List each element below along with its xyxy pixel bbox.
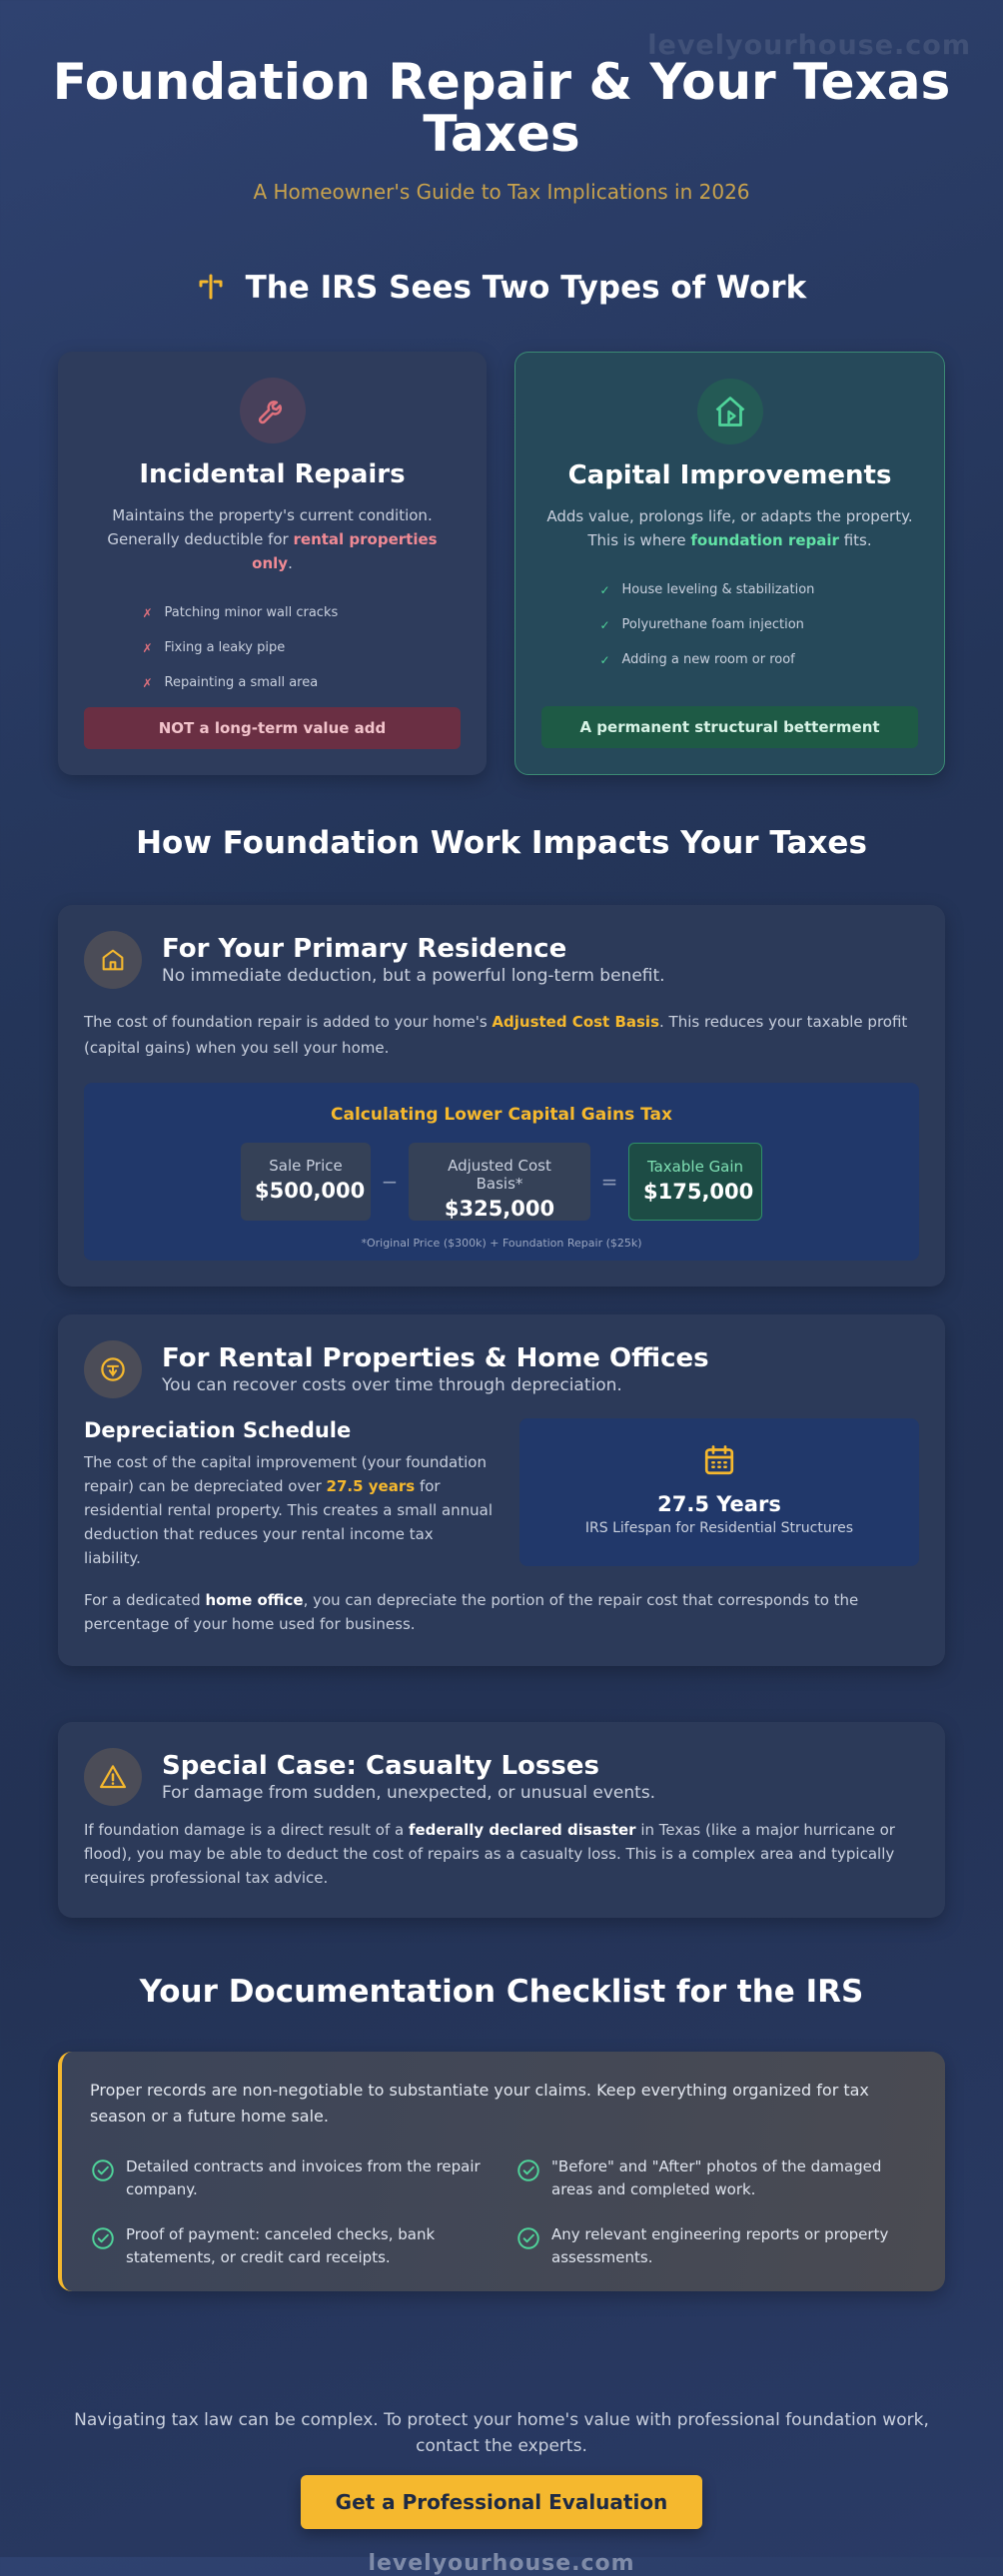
taxable-gain-value: $175,000: [643, 1180, 754, 1204]
home-office-text-end: , you can depreciate the portion of the repair cost that corresponds to the percentage of your home used for business.: [84, 1591, 859, 1633]
primary-residence-header: [58, 905, 945, 989]
watermark: levelyourhouse.com: [647, 30, 971, 61]
list-item-label: Adding a new room or roof: [621, 652, 795, 667]
scale-icon: [197, 270, 236, 306]
depreciation-text-block: [84, 1418, 494, 1570]
rental-title: For Rental Properties & Home Offices: [162, 1343, 709, 1373]
depreciation-body: [84, 1450, 494, 1570]
casualty-body-text-end: in Texas (like a major hurricane or flood), you may be able to deduct the cost of repairs as a casualty loss. This is a complex area and typically requires professional tax advice.: [84, 1821, 895, 1887]
primary-residence-panel: [58, 905, 945, 1287]
casualty-title: Special Case: Casualty Losses: [162, 1751, 599, 1781]
checklist-item: [515, 2155, 917, 2201]
primary-body-text-end: . This reduces your taxable profit (capital gains) when you sell your home.: [84, 1013, 908, 1057]
check-circle-icon: [515, 2157, 541, 2183]
check-circle-icon: [515, 2225, 541, 2251]
capital-improvements-desc-text: Adds value, prolongs life, or adapts the property. This is where: [546, 507, 913, 549]
primary-residence-body: [58, 1009, 945, 1061]
capital-gains-calculation: [84, 1083, 919, 1261]
improvements-examples-list: [600, 572, 860, 677]
page-subtitle: A Homeowner's Guide to Tax Implications in 2026: [253, 180, 750, 204]
casualty-body-text: If foundation damage is a direct result of a: [84, 1821, 409, 1839]
incidental-repairs-title: Incidental Repairs: [139, 459, 406, 489]
incidental-repairs-card: [58, 352, 487, 775]
repairs-examples-list: [143, 595, 403, 700]
check-mark-icon: ✓: [599, 617, 610, 632]
checklist-item: [90, 2155, 492, 2201]
repairs-banner: NOT a long-term value add: [84, 707, 461, 749]
primary-residence-head-text: [162, 931, 665, 986]
checklist-item: [90, 2223, 492, 2269]
casualty-losses-panel: [58, 1722, 945, 1918]
cost-basis-cell: [409, 1143, 590, 1221]
depreciation-section: [58, 1418, 945, 1570]
footer-brand: levelyourhouse.com: [368, 2551, 635, 2576]
documentation-checklist: [58, 2052, 945, 2291]
checklist-grid: [90, 2155, 917, 2269]
incidental-repairs-desc-text: Maintains the property's current condition. Generally deductible for: [107, 506, 433, 548]
footer-message: Navigating tax law can be complex. To protect your home's value with professional foundation work, contact the experts.: [74, 2410, 929, 2456]
primary-residence-title: For Your Primary Residence: [162, 934, 567, 964]
wrench-icon: [240, 378, 306, 443]
primary-body-text: The cost of foundation repair is added to your home's: [84, 1013, 493, 1031]
improvements-banner: A permanent structural betterment: [541, 706, 918, 748]
list-item-label: Polyurethane foam injection: [621, 617, 804, 632]
list-item-label: Fixing a leaky pipe: [164, 640, 286, 655]
checklist-item: [515, 2223, 917, 2269]
list-item: [600, 642, 860, 677]
check-circle-icon: [90, 2157, 116, 2183]
foundation-repair-highlight: foundation repair: [690, 531, 839, 549]
lifespan-label: IRS Lifespan for Residential Structures: [584, 1520, 854, 1536]
two-types-heading-text: The IRS Sees Two Types of Work: [245, 270, 807, 306]
casualty-head-text: [162, 1748, 655, 1803]
cost-basis-highlight: Adjusted Cost Basis: [492, 1013, 659, 1031]
rental-only-highlight: rental properties only: [252, 530, 438, 572]
work-types-row: [58, 352, 945, 775]
home-office-highlight: home office: [205, 1591, 304, 1609]
rental-head-text: [162, 1340, 709, 1395]
casualty-header: [58, 1722, 945, 1806]
house-arrow-icon: [697, 379, 763, 444]
list-item: [143, 665, 403, 700]
coin-icon: [84, 1340, 142, 1398]
cost-basis-label: Adjusted Cost Basis*: [448, 1157, 551, 1193]
years-highlight: 27.5 years: [326, 1477, 416, 1495]
sale-price-cell: [241, 1143, 371, 1221]
calendar-icon: [519, 1442, 919, 1482]
rental-properties-panel: [58, 1314, 945, 1666]
depreciation-body-text-end: for residential rental property. This creates a small annual deduction that reduces your rental income tax liability.: [84, 1477, 494, 1567]
x-mark-icon: ✗: [142, 605, 153, 620]
list-item-label: Patching minor wall cracks: [164, 605, 339, 620]
casualty-subtitle: For damage from sudden, unexpected, or unusual events.: [162, 1783, 656, 1803]
checklist-item-text: Proof of payment: canceled checks, bank statements, or credit card receipts.: [126, 2225, 436, 2266]
minus-operator: −: [381, 1170, 399, 1194]
casualty-body: [58, 1818, 945, 1890]
rental-header: [58, 1314, 945, 1398]
checklist-item-text: "Before" and "After" photos of the damaged areas and completed work.: [551, 2157, 882, 2198]
taxable-gain-cell: [628, 1143, 762, 1221]
sale-price-label: Sale Price: [269, 1157, 343, 1175]
checklist-heading: Your Documentation Checklist for the IRS: [139, 1974, 864, 2010]
list-item: [143, 630, 403, 665]
list-item: [600, 607, 860, 642]
checklist-item-text: Detailed contracts and invoices from the repair company.: [126, 2157, 481, 2198]
capital-improvements-card: [514, 352, 945, 775]
page-title: Foundation Repair & Your Texas Taxes: [52, 53, 951, 163]
x-mark-icon: ✗: [142, 675, 153, 690]
list-item-label: House leveling & stabilization: [621, 582, 815, 597]
calc-footnote: *Original Price ($300k) + Foundation Repair ($25k): [361, 1237, 642, 1250]
checklist-intro: Proper records are non-negotiable to substantiate your claims. Keep everything organized for tax season or a future home sale.: [90, 2081, 869, 2126]
warning-icon: [84, 1748, 142, 1806]
two-types-heading: [0, 270, 1003, 306]
depreciation-body-text: The cost of the capital improvement (your foundation repair) can be depreciated over: [84, 1453, 487, 1495]
incidental-repairs-desc-end: .: [288, 554, 293, 572]
get-evaluation-button[interactable]: Get a Professional Evaluation: [301, 2475, 702, 2529]
checklist-item-text: Any relevant engineering reports or property assessments.: [551, 2225, 889, 2266]
check-circle-icon: [90, 2225, 116, 2251]
lifespan-stat-box: [519, 1418, 919, 1566]
primary-residence-subtitle: No immediate deduction, but a powerful long-term benefit.: [162, 966, 665, 986]
depreciation-title: Depreciation Schedule: [84, 1418, 352, 1442]
calc-row: [84, 1143, 919, 1221]
rental-subtitle: You can recover costs over time through depreciation.: [162, 1375, 622, 1395]
incidental-repairs-desc: [88, 503, 458, 575]
home-office-text-start: For a dedicated: [84, 1591, 206, 1609]
home-office-text: [58, 1588, 945, 1636]
list-item: [600, 572, 860, 607]
impacts-heading: How Foundation Work Impacts Your Taxes: [136, 825, 867, 861]
list-item-label: Repainting a small area: [164, 675, 319, 690]
x-mark-icon: ✗: [142, 640, 153, 655]
check-mark-icon: ✓: [599, 652, 610, 667]
capital-improvements-title: Capital Improvements: [567, 460, 892, 490]
capital-improvements-desc: [545, 504, 915, 552]
calc-title: Calculating Lower Capital Gains Tax: [331, 1105, 672, 1125]
sale-price-value: $500,000: [255, 1179, 366, 1203]
cost-basis-value: $325,000: [444, 1197, 555, 1221]
taxable-gain-label: Taxable Gain: [646, 1158, 744, 1176]
check-mark-icon: ✓: [599, 582, 610, 597]
lifespan-value: 27.5 Years: [657, 1492, 781, 1516]
disaster-highlight: federally declared disaster: [408, 1821, 636, 1839]
list-item: [143, 595, 403, 630]
home-icon: [84, 931, 142, 989]
capital-improvements-desc-end: fits.: [838, 531, 872, 549]
equals-operator: =: [600, 1170, 618, 1194]
